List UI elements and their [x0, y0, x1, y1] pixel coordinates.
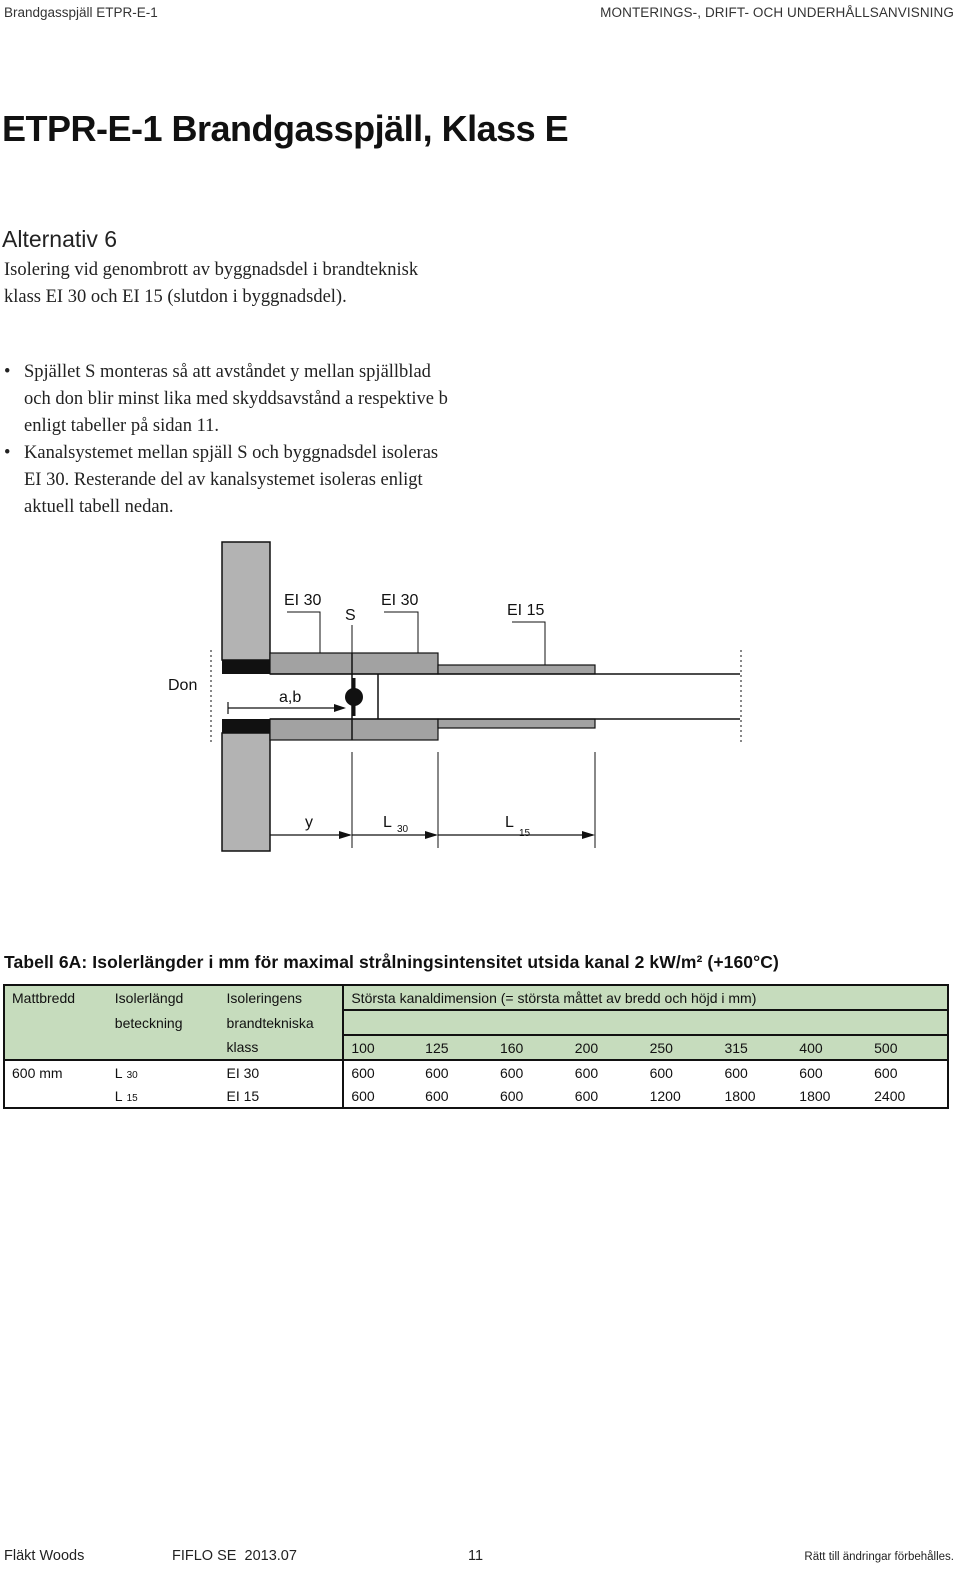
cell-value: 600: [874, 1064, 898, 1081]
table-row: [4, 1084, 948, 1108]
table-caption: Tabell 6A: Isolerlängder i mm för maximal strålningsintensitet utsida kanal 2 kW/m² (+160°C): [4, 952, 779, 972]
label-ei15: EI 15: [507, 602, 545, 619]
label-l30: L: [383, 814, 392, 831]
col-head-isoleringens: Isoleringens: [220, 985, 344, 1010]
col-head-mattbredd: Mattbredd: [4, 985, 108, 1010]
label-ei30-right: EI 30: [381, 592, 419, 609]
dimension-ab-arrow: [334, 704, 346, 712]
table-header-row: [4, 1035, 948, 1060]
dimension-header: 200: [568, 1035, 643, 1060]
footer-document-code: FIFLO SE 2013.07: [172, 1548, 297, 1564]
col-head-isolerlangd: Isolerlängd: [108, 985, 220, 1010]
instruction-item: [4, 359, 454, 440]
insulation-ei15-bottom: [438, 719, 595, 728]
label-l15: L: [505, 814, 514, 831]
insulation-ei15-top: [438, 665, 595, 674]
cell-value: 600: [499, 1064, 524, 1081]
cell-value: 1800: [724, 1087, 756, 1104]
installation-diagram: [0, 530, 960, 870]
dimension-header: 100: [343, 1035, 418, 1060]
bullet-icon: •: [4, 443, 11, 463]
label-l15-sub: 15: [519, 828, 531, 839]
cell-value: 600: [649, 1064, 673, 1081]
dimension-header: 160: [493, 1035, 568, 1060]
cell-value: 600: [799, 1064, 823, 1081]
wall-upper: [222, 542, 270, 660]
wall-upper-edge: [222, 660, 270, 674]
leader-ei30-right: [384, 612, 418, 653]
cell-value: 600: [343, 1084, 418, 1108]
footer-company: Fläkt Woods: [4, 1548, 85, 1564]
dimension-header: 315: [717, 1035, 792, 1060]
label-ab: a,b: [279, 689, 302, 706]
dimension-y-arrow: [339, 831, 352, 839]
header-document-name: Brandgasspjäll ETPR-E-1: [4, 5, 158, 20]
cell-length-sub: 30: [126, 1069, 138, 1081]
cell-value: 600: [499, 1087, 524, 1104]
cell-value: 600: [425, 1064, 449, 1081]
table-row: [4, 1060, 948, 1084]
section-heading: Alternativ 6: [2, 226, 118, 252]
cell-mattbredd: [4, 1084, 108, 1108]
label-don: Don: [168, 677, 198, 694]
wall-lower-edge: [222, 719, 270, 733]
bullet-icon: •: [4, 362, 11, 382]
label-l30-sub: 30: [397, 824, 409, 835]
label-y: y: [305, 814, 313, 831]
footer-page-number: 11: [468, 1548, 484, 1564]
cell-value: 2400: [874, 1087, 906, 1104]
cell-length-sub: 15: [126, 1092, 138, 1104]
instruction-list: [4, 359, 454, 521]
dimension-header: 400: [792, 1035, 867, 1060]
cell-value: 600: [425, 1087, 449, 1104]
dimension-header: 250: [643, 1035, 718, 1060]
leader-ei30-left: [287, 612, 320, 653]
instruction-text: Kanalsystemet mellan spjäll S och byggnadsdel isoleras EI 30. Resterande del av kanalsystemet isoleras enligt aktuell tabell nedan.: [24, 443, 439, 517]
cell-length: [108, 1060, 220, 1084]
table-header-row: [4, 1010, 948, 1035]
insulation-ei30-top: [270, 653, 438, 674]
damper-pivot: [345, 688, 363, 706]
cell-length-main: L: [114, 1087, 123, 1104]
wall-lower: [222, 733, 270, 851]
col-head-storsta: Största kanaldimension (= största måttet av bredd och höjd i mm): [343, 985, 948, 1010]
col-head-beteckning: beteckning: [108, 1010, 220, 1035]
table-header-row: [4, 985, 948, 1010]
dimension-header: 125: [418, 1035, 493, 1060]
dimension-l15-arrow: [582, 831, 595, 839]
section-intro: Isolering vid genombrott av byggnadsdel i brandteknisk klass EI 30 och EI 15 (slutdon i byggnadsdel).: [4, 260, 419, 307]
insulation-ei30-bottom: [270, 719, 438, 740]
cell-mattbredd: 600 mm: [12, 1064, 63, 1081]
label-s: S: [345, 607, 356, 624]
label-ei30-left: EI 30: [284, 592, 322, 609]
cell-length-main: L: [114, 1064, 123, 1081]
instruction-text: Spjället S monteras så att avståndet y mellan spjällblad och don blir minst lika med skyddsavstånd a respektive b enligt tabeller på sidan 11.: [24, 362, 448, 436]
instruction-item: [4, 440, 454, 521]
cell-klass: EI 15: [226, 1087, 260, 1104]
col-head-brandtekniska: brandtekniska: [220, 1010, 344, 1035]
leader-ei15: [512, 622, 545, 665]
cell-value: 1800: [799, 1087, 831, 1104]
dimension-l30-arrow: [425, 831, 438, 839]
cell-value: 1200: [649, 1087, 681, 1104]
cell-value: 600: [724, 1064, 748, 1081]
col-head-klass: klass: [220, 1035, 344, 1060]
dimension-header: 500: [867, 1035, 948, 1060]
footer-rights: Rätt till ändringar förbehålles.: [804, 1551, 954, 1563]
cell-klass: EI 30: [226, 1064, 260, 1081]
page-title: ETPR-E-1 Brandgasspjäll, Klass E: [2, 108, 569, 149]
insulation-table: [3, 984, 949, 1109]
header-document-type: MONTERINGS-, DRIFT- OCH UNDERHÅLLSANVISNING: [600, 5, 954, 20]
cell-length: [108, 1084, 220, 1108]
cell-value: 600: [574, 1064, 599, 1081]
cell-value: 600: [343, 1060, 418, 1084]
cell-value: 600: [574, 1087, 599, 1104]
